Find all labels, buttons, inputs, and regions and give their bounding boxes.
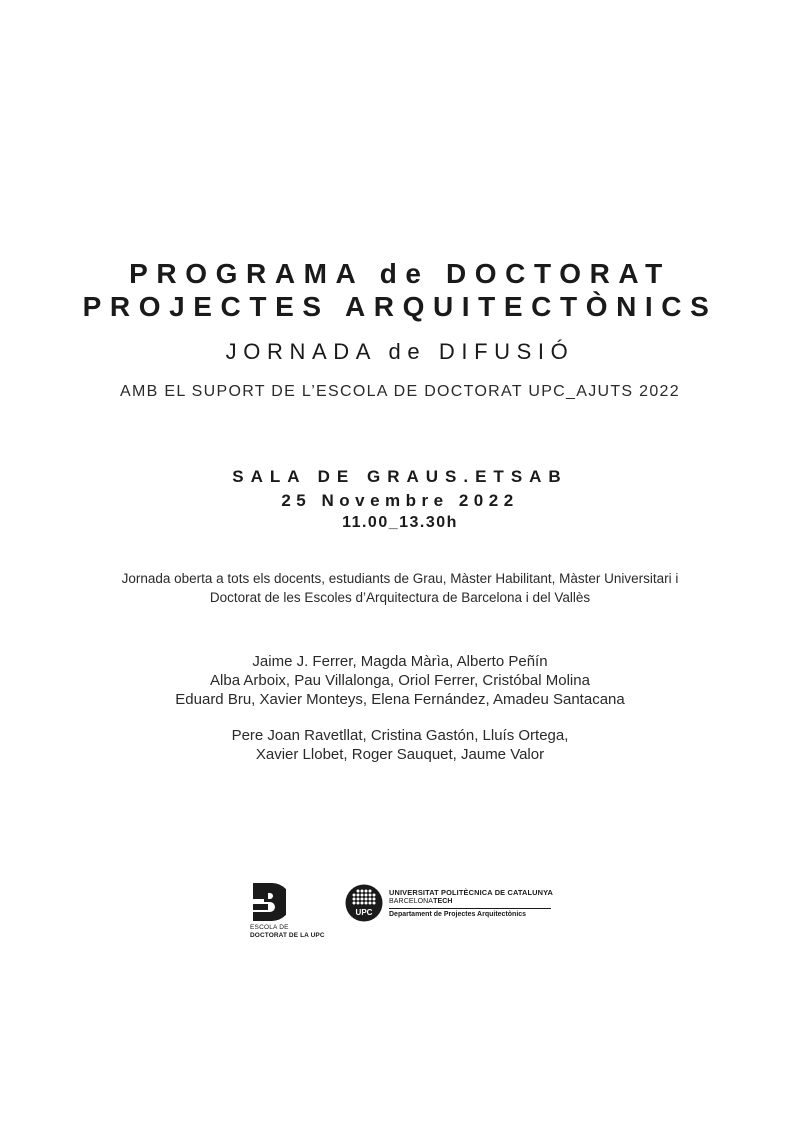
participants-line: Jaime J. Ferrer, Magda Màrìa, Alberto Peñín xyxy=(252,653,548,670)
event-time: 11.00_13.30h xyxy=(342,514,458,531)
participants-line: Pere Joan Ravetllat, Cristina Gastón, Lluís Ortega, xyxy=(231,727,569,744)
title-department: PROJECTES ARQUITECTÒNICS xyxy=(82,291,718,322)
title-event: JORNADA de DIFUSIÓ xyxy=(225,339,575,364)
upc-subtitle-b: TECH xyxy=(433,898,453,905)
escola-label-line1: ESCOLA DE xyxy=(250,924,289,931)
escola-doctorat-logo xyxy=(250,882,350,942)
escola-label-line2: DOCTORAT DE LA UPC xyxy=(250,932,325,939)
title-program: PROGRAMA de DOCTORAT xyxy=(129,258,671,289)
event-description xyxy=(0,569,800,607)
description-line: Jornada oberta a tots els docents, estudiants de Grau, Màster Habilitant, Màster Universitari i xyxy=(121,571,679,586)
participants-line: Eduard Bru, Xavier Monteys, Elena Fernández, Amadeu Santacana xyxy=(175,691,625,708)
participants-group-2 xyxy=(0,726,800,764)
participants-group-1 xyxy=(0,652,800,709)
participants-line: Alba Arboix, Pau Villalonga, Oriol Ferrer, Cristóbal Molina xyxy=(210,672,590,689)
escola-doctorat-logo-icon xyxy=(250,882,286,922)
upc-subtitle xyxy=(389,898,453,905)
upc-divider xyxy=(389,908,551,909)
upc-subtitle-a: BARCELONA xyxy=(389,898,434,905)
upc-department: Departament de Projectes Arquitectònics xyxy=(389,911,527,918)
upc-seal-text: UPC xyxy=(355,908,373,917)
support-note: AMB EL SUPORT DE L’ESCOLA DE DOCTORAT UPC_AJUTS 2022 xyxy=(120,383,680,400)
upc-name: UNIVERSITAT POLITÈCNICA DE CATALUNYA xyxy=(389,888,554,897)
description-line: Doctorat de les Escoles d’Arquitectura de Barcelona i del Vallès xyxy=(209,590,591,605)
event-date: 25 Novembre 2022 xyxy=(281,491,519,510)
upc-logo-icon xyxy=(345,884,383,922)
participants-line: Xavier Llobet, Roger Sauquet, Jaume Valor xyxy=(255,746,545,763)
event-venue: SALA DE GRAUS.ETSAB xyxy=(232,467,568,486)
upc-logo xyxy=(345,884,555,924)
